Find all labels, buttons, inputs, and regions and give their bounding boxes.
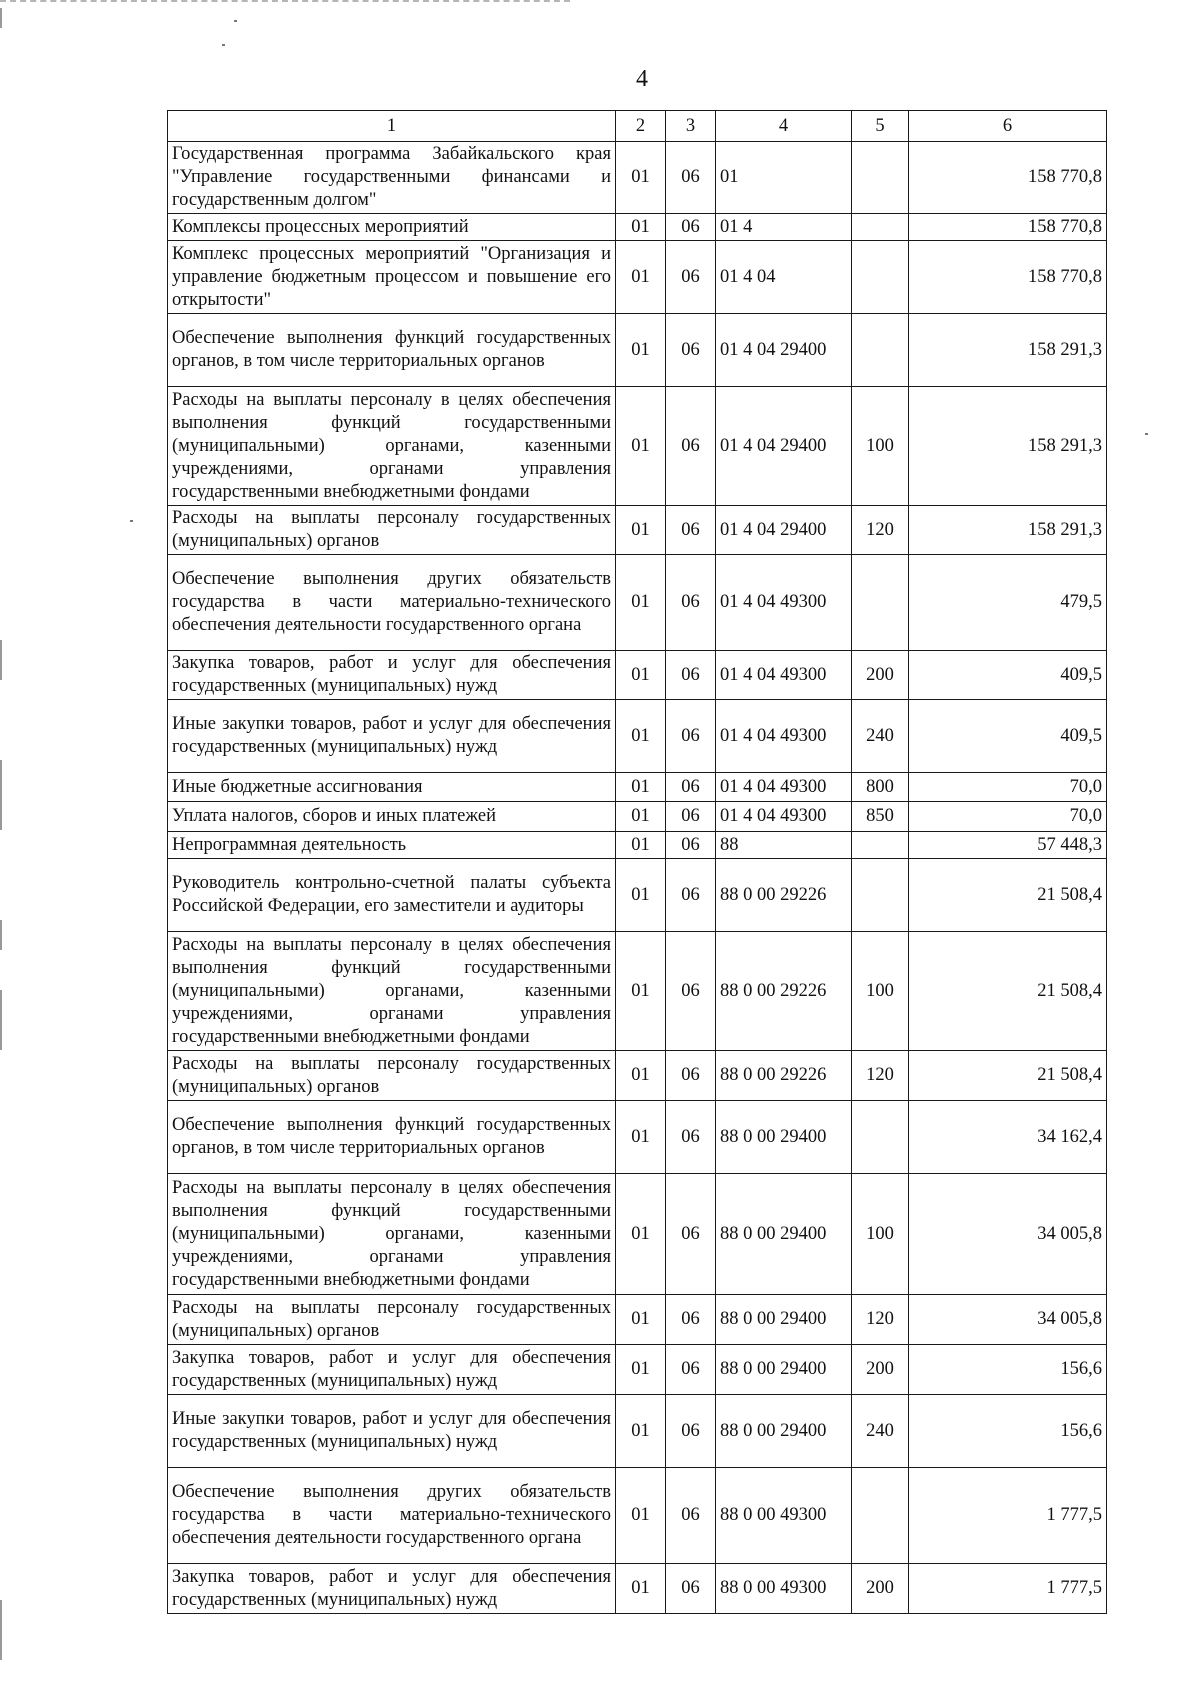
expense-name-cell: Государственная программа Забайкальского края "Управление государственными финансами и государственным долгом" bbox=[168, 142, 616, 214]
subsection-code-cell: 06 bbox=[666, 932, 716, 1051]
section-code-cell: 01 bbox=[616, 832, 666, 859]
target-article-cell: 01 4 04 29400 bbox=[716, 314, 852, 387]
expense-name-cell: Обеспечение выполнения функций государственных органов, в том числе территориальных органов bbox=[168, 314, 616, 387]
scan-margin-mark bbox=[0, 1600, 2, 1660]
section-code-cell: 01 bbox=[616, 1174, 666, 1295]
expense-name-cell: Обеспечение выполнения других обязательств государства в части материально-технического обеспечения деятельности государственного органа bbox=[168, 1468, 616, 1564]
amount-cell: 70,0 bbox=[909, 802, 1107, 832]
table-header-row bbox=[168, 111, 1107, 142]
amount-cell: 158 291,3 bbox=[909, 506, 1107, 555]
amount-cell: 158 770,8 bbox=[909, 241, 1107, 314]
target-article-cell: 01 4 04 49300 bbox=[716, 651, 852, 700]
budget-table bbox=[167, 110, 1107, 1614]
table-row bbox=[168, 773, 1107, 802]
column-header: 5 bbox=[852, 111, 909, 142]
subsection-code-cell: 06 bbox=[666, 1345, 716, 1395]
target-article-cell: 88 0 00 29226 bbox=[716, 932, 852, 1051]
table-row bbox=[168, 555, 1107, 651]
table-row bbox=[168, 700, 1107, 773]
expense-name-cell: Обеспечение выполнения функций государственных органов, в том числе территориальных органов bbox=[168, 1101, 616, 1174]
target-article-cell: 88 0 00 49300 bbox=[716, 1468, 852, 1564]
section-code-cell: 01 bbox=[616, 773, 666, 802]
subsection-code-cell: 06 bbox=[666, 773, 716, 802]
section-code-cell: 01 bbox=[616, 1101, 666, 1174]
amount-cell: 156,6 bbox=[909, 1395, 1107, 1468]
expense-name-cell: Расходы на выплаты персоналу в целях обеспечения выполнения функций государственными (муниципальными) органами, казенными учреждениями, органами управления государственными внебюджетными фондами bbox=[168, 932, 616, 1051]
section-code-cell: 01 bbox=[616, 506, 666, 555]
subsection-code-cell: 06 bbox=[666, 859, 716, 932]
section-code-cell: 01 bbox=[616, 1395, 666, 1468]
expense-type-cell bbox=[852, 314, 909, 387]
scan-speck bbox=[222, 44, 225, 46]
scan-margin-mark bbox=[0, 990, 2, 1050]
section-code-cell: 01 bbox=[616, 802, 666, 832]
table-row bbox=[168, 651, 1107, 700]
scan-speck bbox=[130, 520, 133, 522]
expense-name-cell: Закупка товаров, работ и услуг для обеспечения государственных (муниципальных) нужд bbox=[168, 1564, 616, 1614]
subsection-code-cell: 06 bbox=[666, 241, 716, 314]
expense-name-cell: Непрограммная деятельность bbox=[168, 832, 616, 859]
subsection-code-cell: 06 bbox=[666, 1395, 716, 1468]
table-row bbox=[168, 802, 1107, 832]
subsection-code-cell: 06 bbox=[666, 700, 716, 773]
scan-margin-mark bbox=[0, 8, 2, 28]
expense-type-cell: 200 bbox=[852, 1345, 909, 1395]
scan-edge-artifact bbox=[0, 0, 570, 4]
target-article-cell: 01 4 04 29400 bbox=[716, 387, 852, 506]
subsection-code-cell: 06 bbox=[666, 142, 716, 214]
expense-type-cell bbox=[852, 555, 909, 651]
table-row bbox=[168, 142, 1107, 214]
section-code-cell: 01 bbox=[616, 387, 666, 506]
expense-name-cell: Расходы на выплаты персоналу государственных (муниципальных) органов bbox=[168, 1295, 616, 1345]
scan-margin-mark bbox=[0, 920, 2, 950]
table-row bbox=[168, 1395, 1107, 1468]
target-article-cell: 88 0 00 29400 bbox=[716, 1345, 852, 1395]
subsection-code-cell: 06 bbox=[666, 651, 716, 700]
subsection-code-cell: 06 bbox=[666, 832, 716, 859]
subsection-code-cell: 06 bbox=[666, 214, 716, 241]
expense-name-cell: Расходы на выплаты персоналу в целях обеспечения выполнения функций государственными (муниципальными) органами, казенными учреждениями, органами управления государственными внебюджетными фондами bbox=[168, 387, 616, 506]
expense-name-cell: Иные бюджетные ассигнования bbox=[168, 773, 616, 802]
subsection-code-cell: 06 bbox=[666, 1564, 716, 1614]
expense-type-cell: 100 bbox=[852, 1174, 909, 1295]
expense-type-cell bbox=[852, 241, 909, 314]
table-row bbox=[168, 1295, 1107, 1345]
target-article-cell: 88 0 00 29226 bbox=[716, 1051, 852, 1101]
expense-name-cell: Комплекс процессных мероприятий "Организация и управление бюджетным процессом и повышение его открытости" bbox=[168, 241, 616, 314]
target-article-cell: 88 0 00 29400 bbox=[716, 1295, 852, 1345]
expense-type-cell bbox=[852, 1468, 909, 1564]
amount-cell: 34 162,4 bbox=[909, 1101, 1107, 1174]
amount-cell: 158 770,8 bbox=[909, 142, 1107, 214]
amount-cell: 479,5 bbox=[909, 555, 1107, 651]
subsection-code-cell: 06 bbox=[666, 314, 716, 387]
table-row bbox=[168, 932, 1107, 1051]
section-code-cell: 01 bbox=[616, 1295, 666, 1345]
amount-cell: 70,0 bbox=[909, 773, 1107, 802]
amount-cell: 158 291,3 bbox=[909, 314, 1107, 387]
section-code-cell: 01 bbox=[616, 1051, 666, 1101]
target-article-cell: 01 4 04 49300 bbox=[716, 802, 852, 832]
amount-cell: 21 508,4 bbox=[909, 1051, 1107, 1101]
target-article-cell: 01 4 bbox=[716, 214, 852, 241]
expense-type-cell bbox=[852, 142, 909, 214]
amount-cell: 158 770,8 bbox=[909, 214, 1107, 241]
section-code-cell: 01 bbox=[616, 214, 666, 241]
section-code-cell: 01 bbox=[616, 932, 666, 1051]
target-article-cell: 88 0 00 29400 bbox=[716, 1101, 852, 1174]
expense-type-cell: 240 bbox=[852, 700, 909, 773]
expense-name-cell: Иные закупки товаров, работ и услуг для обеспечения государственных (муниципальных) нужд bbox=[168, 1395, 616, 1468]
expense-type-cell: 120 bbox=[852, 1051, 909, 1101]
table-row bbox=[168, 1564, 1107, 1614]
column-header: 4 bbox=[716, 111, 852, 142]
section-code-cell: 01 bbox=[616, 859, 666, 932]
section-code-cell: 01 bbox=[616, 241, 666, 314]
expense-type-cell: 100 bbox=[852, 932, 909, 1051]
expense-name-cell: Обеспечение выполнения других обязательств государства в части материально-технического обеспечения деятельности государственного органа bbox=[168, 555, 616, 651]
table-row bbox=[168, 506, 1107, 555]
expense-type-cell bbox=[852, 859, 909, 932]
table-row bbox=[168, 1051, 1107, 1101]
amount-cell: 409,5 bbox=[909, 700, 1107, 773]
subsection-code-cell: 06 bbox=[666, 802, 716, 832]
expense-type-cell: 240 bbox=[852, 1395, 909, 1468]
table-row bbox=[168, 1101, 1107, 1174]
expense-type-cell: 800 bbox=[852, 773, 909, 802]
amount-cell: 57 448,3 bbox=[909, 832, 1107, 859]
column-header: 6 bbox=[909, 111, 1107, 142]
table-row bbox=[168, 1468, 1107, 1564]
expense-name-cell: Расходы на выплаты персоналу государственных (муниципальных) органов bbox=[168, 1051, 616, 1101]
target-article-cell: 88 0 00 29400 bbox=[716, 1395, 852, 1468]
expense-name-cell: Руководитель контрольно-счетной палаты субъекта Российской Федерации, его заместители и аудиторы bbox=[168, 859, 616, 932]
expense-type-cell: 100 bbox=[852, 387, 909, 506]
column-header: 2 bbox=[616, 111, 666, 142]
page-number: 4 bbox=[636, 66, 648, 92]
section-code-cell: 01 bbox=[616, 651, 666, 700]
section-code-cell: 01 bbox=[616, 142, 666, 214]
target-article-cell: 01 4 04 49300 bbox=[716, 700, 852, 773]
target-article-cell: 01 4 04 bbox=[716, 241, 852, 314]
scan-speck bbox=[1145, 433, 1148, 435]
expense-name-cell: Расходы на выплаты персоналу в целях обеспечения выполнения функций государственными (муниципальными) органами, казенными учреждениями, органами управления государственными внебюджетными фондами bbox=[168, 1174, 616, 1295]
table-row bbox=[168, 214, 1107, 241]
target-article-cell: 01 bbox=[716, 142, 852, 214]
expense-name-cell: Закупка товаров, работ и услуг для обеспечения государственных (муниципальных) нужд bbox=[168, 651, 616, 700]
subsection-code-cell: 06 bbox=[666, 1051, 716, 1101]
amount-cell: 1 777,5 bbox=[909, 1468, 1107, 1564]
subsection-code-cell: 06 bbox=[666, 1468, 716, 1564]
target-article-cell: 88 0 00 29400 bbox=[716, 1174, 852, 1295]
table-row bbox=[168, 859, 1107, 932]
subsection-code-cell: 06 bbox=[666, 1174, 716, 1295]
target-article-cell: 88 0 00 49300 bbox=[716, 1564, 852, 1614]
expense-type-cell: 200 bbox=[852, 651, 909, 700]
expense-name-cell: Иные закупки товаров, работ и услуг для обеспечения государственных (муниципальных) нужд bbox=[168, 700, 616, 773]
amount-cell: 21 508,4 bbox=[909, 932, 1107, 1051]
section-code-cell: 01 bbox=[616, 1345, 666, 1395]
target-article-cell: 88 0 00 29226 bbox=[716, 859, 852, 932]
table-row bbox=[168, 387, 1107, 506]
table-row bbox=[168, 1174, 1107, 1295]
expense-type-cell: 120 bbox=[852, 1295, 909, 1345]
section-code-cell: 01 bbox=[616, 700, 666, 773]
table-body bbox=[168, 142, 1107, 1614]
subsection-code-cell: 06 bbox=[666, 555, 716, 651]
subsection-code-cell: 06 bbox=[666, 506, 716, 555]
column-header: 3 bbox=[666, 111, 716, 142]
column-header: 1 bbox=[168, 111, 616, 142]
amount-cell: 409,5 bbox=[909, 651, 1107, 700]
scan-margin-mark bbox=[0, 760, 2, 830]
section-code-cell: 01 bbox=[616, 1564, 666, 1614]
expense-name-cell: Комплексы процессных мероприятий bbox=[168, 214, 616, 241]
scan-margin-mark bbox=[0, 640, 2, 680]
amount-cell: 34 005,8 bbox=[909, 1174, 1107, 1295]
expense-type-cell bbox=[852, 832, 909, 859]
section-code-cell: 01 bbox=[616, 1468, 666, 1564]
amount-cell: 158 291,3 bbox=[909, 387, 1107, 506]
amount-cell: 1 777,5 bbox=[909, 1564, 1107, 1614]
amount-cell: 156,6 bbox=[909, 1345, 1107, 1395]
expense-name-cell: Расходы на выплаты персоналу государственных (муниципальных) органов bbox=[168, 506, 616, 555]
target-article-cell: 01 4 04 49300 bbox=[716, 773, 852, 802]
expense-type-cell bbox=[852, 214, 909, 241]
expense-type-cell: 200 bbox=[852, 1564, 909, 1614]
expense-type-cell: 850 bbox=[852, 802, 909, 832]
section-code-cell: 01 bbox=[616, 314, 666, 387]
expense-name-cell: Закупка товаров, работ и услуг для обеспечения государственных (муниципальных) нужд bbox=[168, 1345, 616, 1395]
expense-type-cell bbox=[852, 1101, 909, 1174]
subsection-code-cell: 06 bbox=[666, 387, 716, 506]
table-row bbox=[168, 314, 1107, 387]
table-row bbox=[168, 1345, 1107, 1395]
table-row bbox=[168, 832, 1107, 859]
amount-cell: 34 005,8 bbox=[909, 1295, 1107, 1345]
scan-speck bbox=[234, 20, 237, 22]
target-article-cell: 88 bbox=[716, 832, 852, 859]
expense-type-cell: 120 bbox=[852, 506, 909, 555]
amount-cell: 21 508,4 bbox=[909, 859, 1107, 932]
subsection-code-cell: 06 bbox=[666, 1295, 716, 1345]
expense-name-cell: Уплата налогов, сборов и иных платежей bbox=[168, 802, 616, 832]
target-article-cell: 01 4 04 29400 bbox=[716, 506, 852, 555]
table-row bbox=[168, 241, 1107, 314]
subsection-code-cell: 06 bbox=[666, 1101, 716, 1174]
target-article-cell: 01 4 04 49300 bbox=[716, 555, 852, 651]
section-code-cell: 01 bbox=[616, 555, 666, 651]
